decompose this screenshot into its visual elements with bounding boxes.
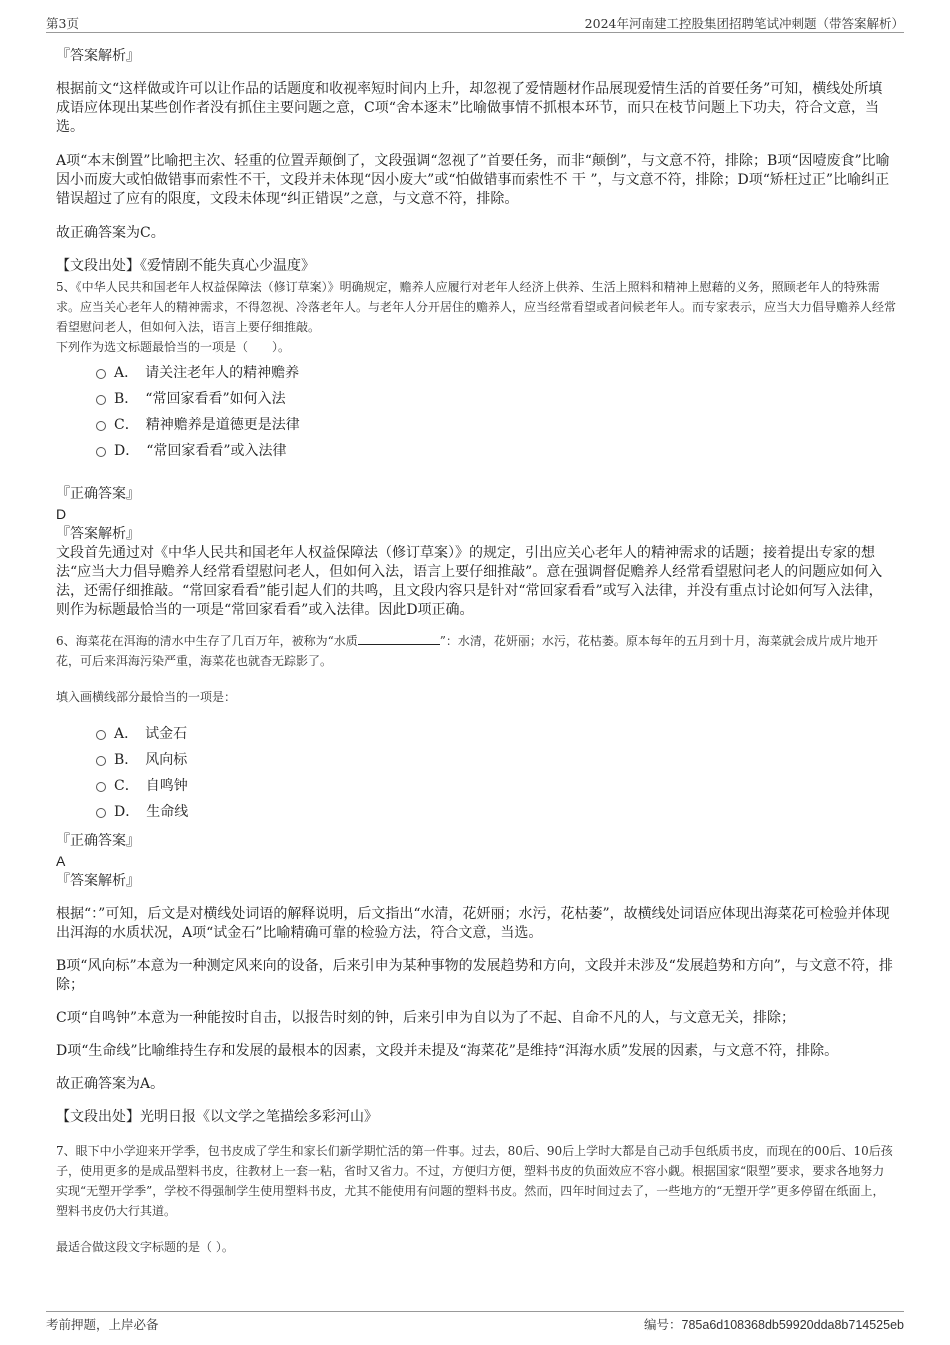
radio-icon[interactable] (96, 369, 106, 379)
q5-option-a[interactable]: A． 请关注老年人的精神赡养 (56, 360, 896, 386)
page-footer (46, 1311, 904, 1337)
q6-option-b[interactable]: B． 风向标 (56, 747, 896, 773)
answer-blank (358, 634, 440, 645)
q5-option-c[interactable]: C． 精神赡养是道德更是法律 (56, 412, 896, 438)
radio-icon[interactable] (96, 421, 106, 431)
q6-conclusion: 故正确答案为A。 (56, 1076, 165, 1092)
q6-analysis-para1: 根据“：”可知，后文是对横线处词语的解释说明，后文指出“水清，花妍丽；水污，花枯萎”，故横线处词语应体现出海菜花可检验并体现出洱海的水质状况，A项“试金石”比喻精确可靠的检验方法，符合文意，当选。 (56, 906, 890, 941)
q4-analysis-para1: 根据前文“这样做或许可以让作品的话题度和收视率短时间内上升，却忽视了爱情题材作品展现爱情生活的首要任务”可知，横线处所填成语应体现出某些创作者没有抓住主要问题之意，C项“舍本逐末”比喻做事情不抓根本环节，而只在枝节问题上下功夫，符合文意，当选。 (56, 81, 883, 135)
q6-option-d[interactable]: D． 生命线 (56, 799, 896, 825)
q6-option-a[interactable]: A． 试金石 (56, 721, 896, 747)
page-header (46, 14, 904, 33)
radio-icon[interactable] (96, 782, 106, 792)
document-title: 2024年河南建工控股集团招聘笔试冲刺题（带答案解析） (584, 16, 904, 31)
q5-analysis-label: 『答案解析』 (56, 526, 140, 542)
radio-icon[interactable] (96, 395, 106, 405)
q4-source: 【文段出处】《爱情剧不能失真心少温度》 (56, 258, 315, 274)
q6-analysis-label: 『答案解析』 (56, 873, 140, 889)
q6-analysis-para3: C项“自鸣钟”本意为一种能按时自击，以报告时刻的钟，后来引申为自以为了不起、自命不凡的人，与文意无关，排除； (56, 1010, 796, 1026)
footer-slogan: 考前押题，上岸必备 (46, 1317, 159, 1332)
q5-stem: 5、《中华人民共和国老年人权益保障法（修订草案）》明确规定，赡养人应履行对老年人经济上供养、生活上照料和精神上慰藉的义务，照顾老年人的特殊需求。应当关心老年人的精神需求，不得忽视、冷落老年人。与老年人分开居住的赡养人，应当经常看望或者问候老年人。而专家表示，应当大力倡导赡养人经常看望慰问老人，但如何入法，语言上要仔细推敲。 (56, 280, 897, 334)
document-code: 编号：785a6d108368db59920dda8b714525eb (644, 1318, 904, 1332)
q6-question: 填入画横线部分最恰当的一项是： (56, 690, 237, 704)
q5-answer: D (56, 506, 67, 522)
q6-options (56, 721, 896, 825)
q6-analysis-para4: D项“生命线”比喻维持生存和发展的最根本的因素，文段并未提及“海菜花”是维持“洱海水质”发展的因素，与文意不符，排除。 (56, 1043, 839, 1059)
q5-analysis: 文段首先通过对《中华人民共和国老年人权益保障法（修订草案）》的规定，引出应关心老年人的精神需求的话题；接着提出专家的想法“应当大力倡导赡养人经常看望慰问老人，但如何入法，语言上要仔细推敲”。意在强调督促赡养人经常看望慰问老人的问题应如何入法，还需仔细推敲。“常回家看看”能引起人们的共鸣，且文段内容只是针对“常回家看看”或写入法律，并没有重点讨论如何写入法律，则作为标题最恰当的一项是“常回家看看”或入法律。因此D项正确。 (56, 545, 883, 618)
radio-icon[interactable] (96, 808, 106, 818)
q6-stem: 6、海菜花在洱海的清水中生存了几百万年，被称为“水质 ”：水清，花妍丽；水污，花枯萎。原本每年的五月到十月，海菜就会成片成片地开花，可后来洱海污染严重，海菜花也就杳无踪影了。 (56, 634, 878, 668)
q5-options (56, 360, 896, 464)
q4-conclusion: 故正确答案为C。 (56, 225, 165, 241)
q4-analysis-para2: A项“本末倒置”比喻把主次、轻重的位置弄颠倒了，文段强调“忽视了”首要任务，而非“颠倒”，与文意不符，排除；B项“因噎废食”比喻因小而废大或怕做错事而索性不干，文段并未体现“因小废大”或“怕做错事而索性不 干 ”，与文意不符，排除；D项“矫枉过正”比喻纠正错误超过了应有的限度，文段未体现“纠正错误”之意，与文意不符，排除。 (56, 153, 890, 207)
page-content (56, 44, 896, 1257)
q7-stem: 7、眼下中小学迎来开学季，包书皮成了学生和家长们新学期忙活的第一件事。过去，80后、90后上学时大都是自己动手包纸质书皮，而现在的00后、10后孩子，使用更多的是成品塑料书皮，往教材上一套一粘，省时又省力。不过，方便归方便，塑料书皮的负面效应不容小觑。根据国家“限塑”要求，要求各地努力实现“无塑开学季”，学校不得强制学生使用塑料书皮，尤其不能使用有问题的塑料书皮。然而，四年时间过去了，一些地方的“无塑开学”更多停留在纸面上，塑料书皮仍大行其道。 (56, 1144, 893, 1218)
radio-icon[interactable] (96, 730, 106, 740)
q6-analysis-para2: B项“风向标”本意为一种测定风来向的设备，后来引申为某种事物的发展趋势和方向，文段并未涉及“发展趋势和方向”，与文意不符，排除； (56, 958, 893, 993)
q7-question: 最适合做这段文字标题的是（ ）。 (56, 1240, 234, 1254)
radio-icon[interactable] (96, 447, 106, 457)
q6-source: 【文段出处】光明日报《以文学之笔描绘多彩河山》 (56, 1109, 378, 1125)
q5-option-b[interactable]: B． “常回家看看”如何入法 (56, 386, 896, 412)
q5-answer-label: 『正确答案』 (56, 486, 140, 502)
q6-option-c[interactable]: C． 自鸣钟 (56, 773, 896, 799)
q5-question: 下列作为选文标题最恰当的一项是（ ）。 (56, 340, 291, 354)
radio-icon[interactable] (96, 756, 106, 766)
q6-answer-label: 『正确答案』 (56, 833, 140, 849)
q6-answer: A (56, 853, 66, 869)
q4-analysis-label: 『答案解析』 (56, 48, 140, 64)
page-number: 第3页 (46, 16, 79, 31)
q5-option-d[interactable]: D． “常回家看看”或入法律 (56, 438, 896, 464)
